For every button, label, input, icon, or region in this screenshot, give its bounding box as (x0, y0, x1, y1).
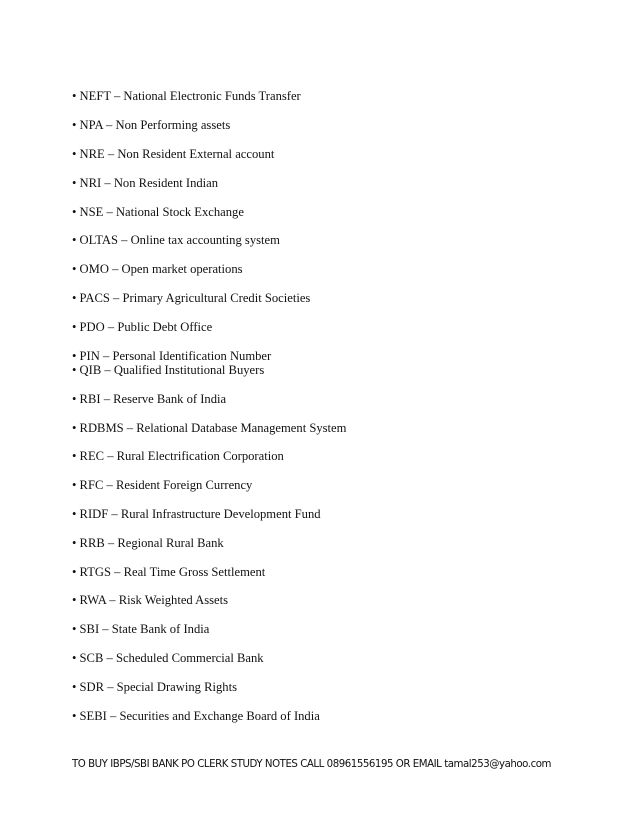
glossary-item-pin: • PIN – Personal Identification Number (72, 349, 272, 363)
glossary-item-sbi: • SBI – State Bank of India (72, 622, 210, 636)
glossary-item-sebi: • SEBI – Securities and Exchange Board of India (72, 709, 320, 723)
glossary-item-rec: • REC – Rural Electrification Corporation (72, 449, 284, 463)
glossary-item-neft: • NEFT – National Electronic Funds Transfer (72, 89, 301, 103)
glossary-item-rfc: • RFC – Resident Foreign Currency (72, 478, 253, 492)
glossary-item-rdbms: • RDBMS – Relational Database Management System (72, 421, 347, 435)
glossary-item-nre: • NRE – Non Resident External account (72, 147, 275, 161)
page-footer: TO BUY IBPS/SBI BANK PO CLERK STUDY NOTES CALL 08961556195 OR EMAIL tamal253@yahoo.com (72, 759, 551, 770)
glossary-item-pdo: • PDO – Public Debt Office (72, 320, 213, 334)
glossary-item-rrb: • RRB – Regional Rural Bank (72, 536, 224, 550)
glossary-item-rwa: • RWA – Risk Weighted Assets (72, 593, 229, 607)
glossary-item-omo: • OMO – Open market operations (72, 262, 243, 276)
glossary-item-npa: • NPA – Non Performing assets (72, 118, 231, 132)
glossary-item-oltas: • OLTAS – Online tax accounting system (72, 233, 280, 247)
glossary-item-scb: • SCB – Scheduled Commercial Bank (72, 651, 264, 665)
glossary-item-nri: • NRI – Non Resident Indian (72, 176, 219, 190)
glossary-item-sdr: • SDR – Special Drawing Rights (72, 680, 237, 694)
glossary-item-qib: • QIB – Qualified Institutional Buyers (72, 363, 265, 377)
glossary-item-nse: • NSE – National Stock Exchange (72, 205, 244, 219)
glossary-item-rtgs: • RTGS – Real Time Gross Settlement (72, 565, 266, 579)
glossary-item-pacs: • PACS – Primary Agricultural Credit Societies (72, 291, 311, 305)
glossary-item-rbi: • RBI – Reserve Bank of India (72, 392, 227, 406)
glossary-item-ridf: • RIDF – Rural Infrastructure Development Fund (72, 507, 321, 521)
